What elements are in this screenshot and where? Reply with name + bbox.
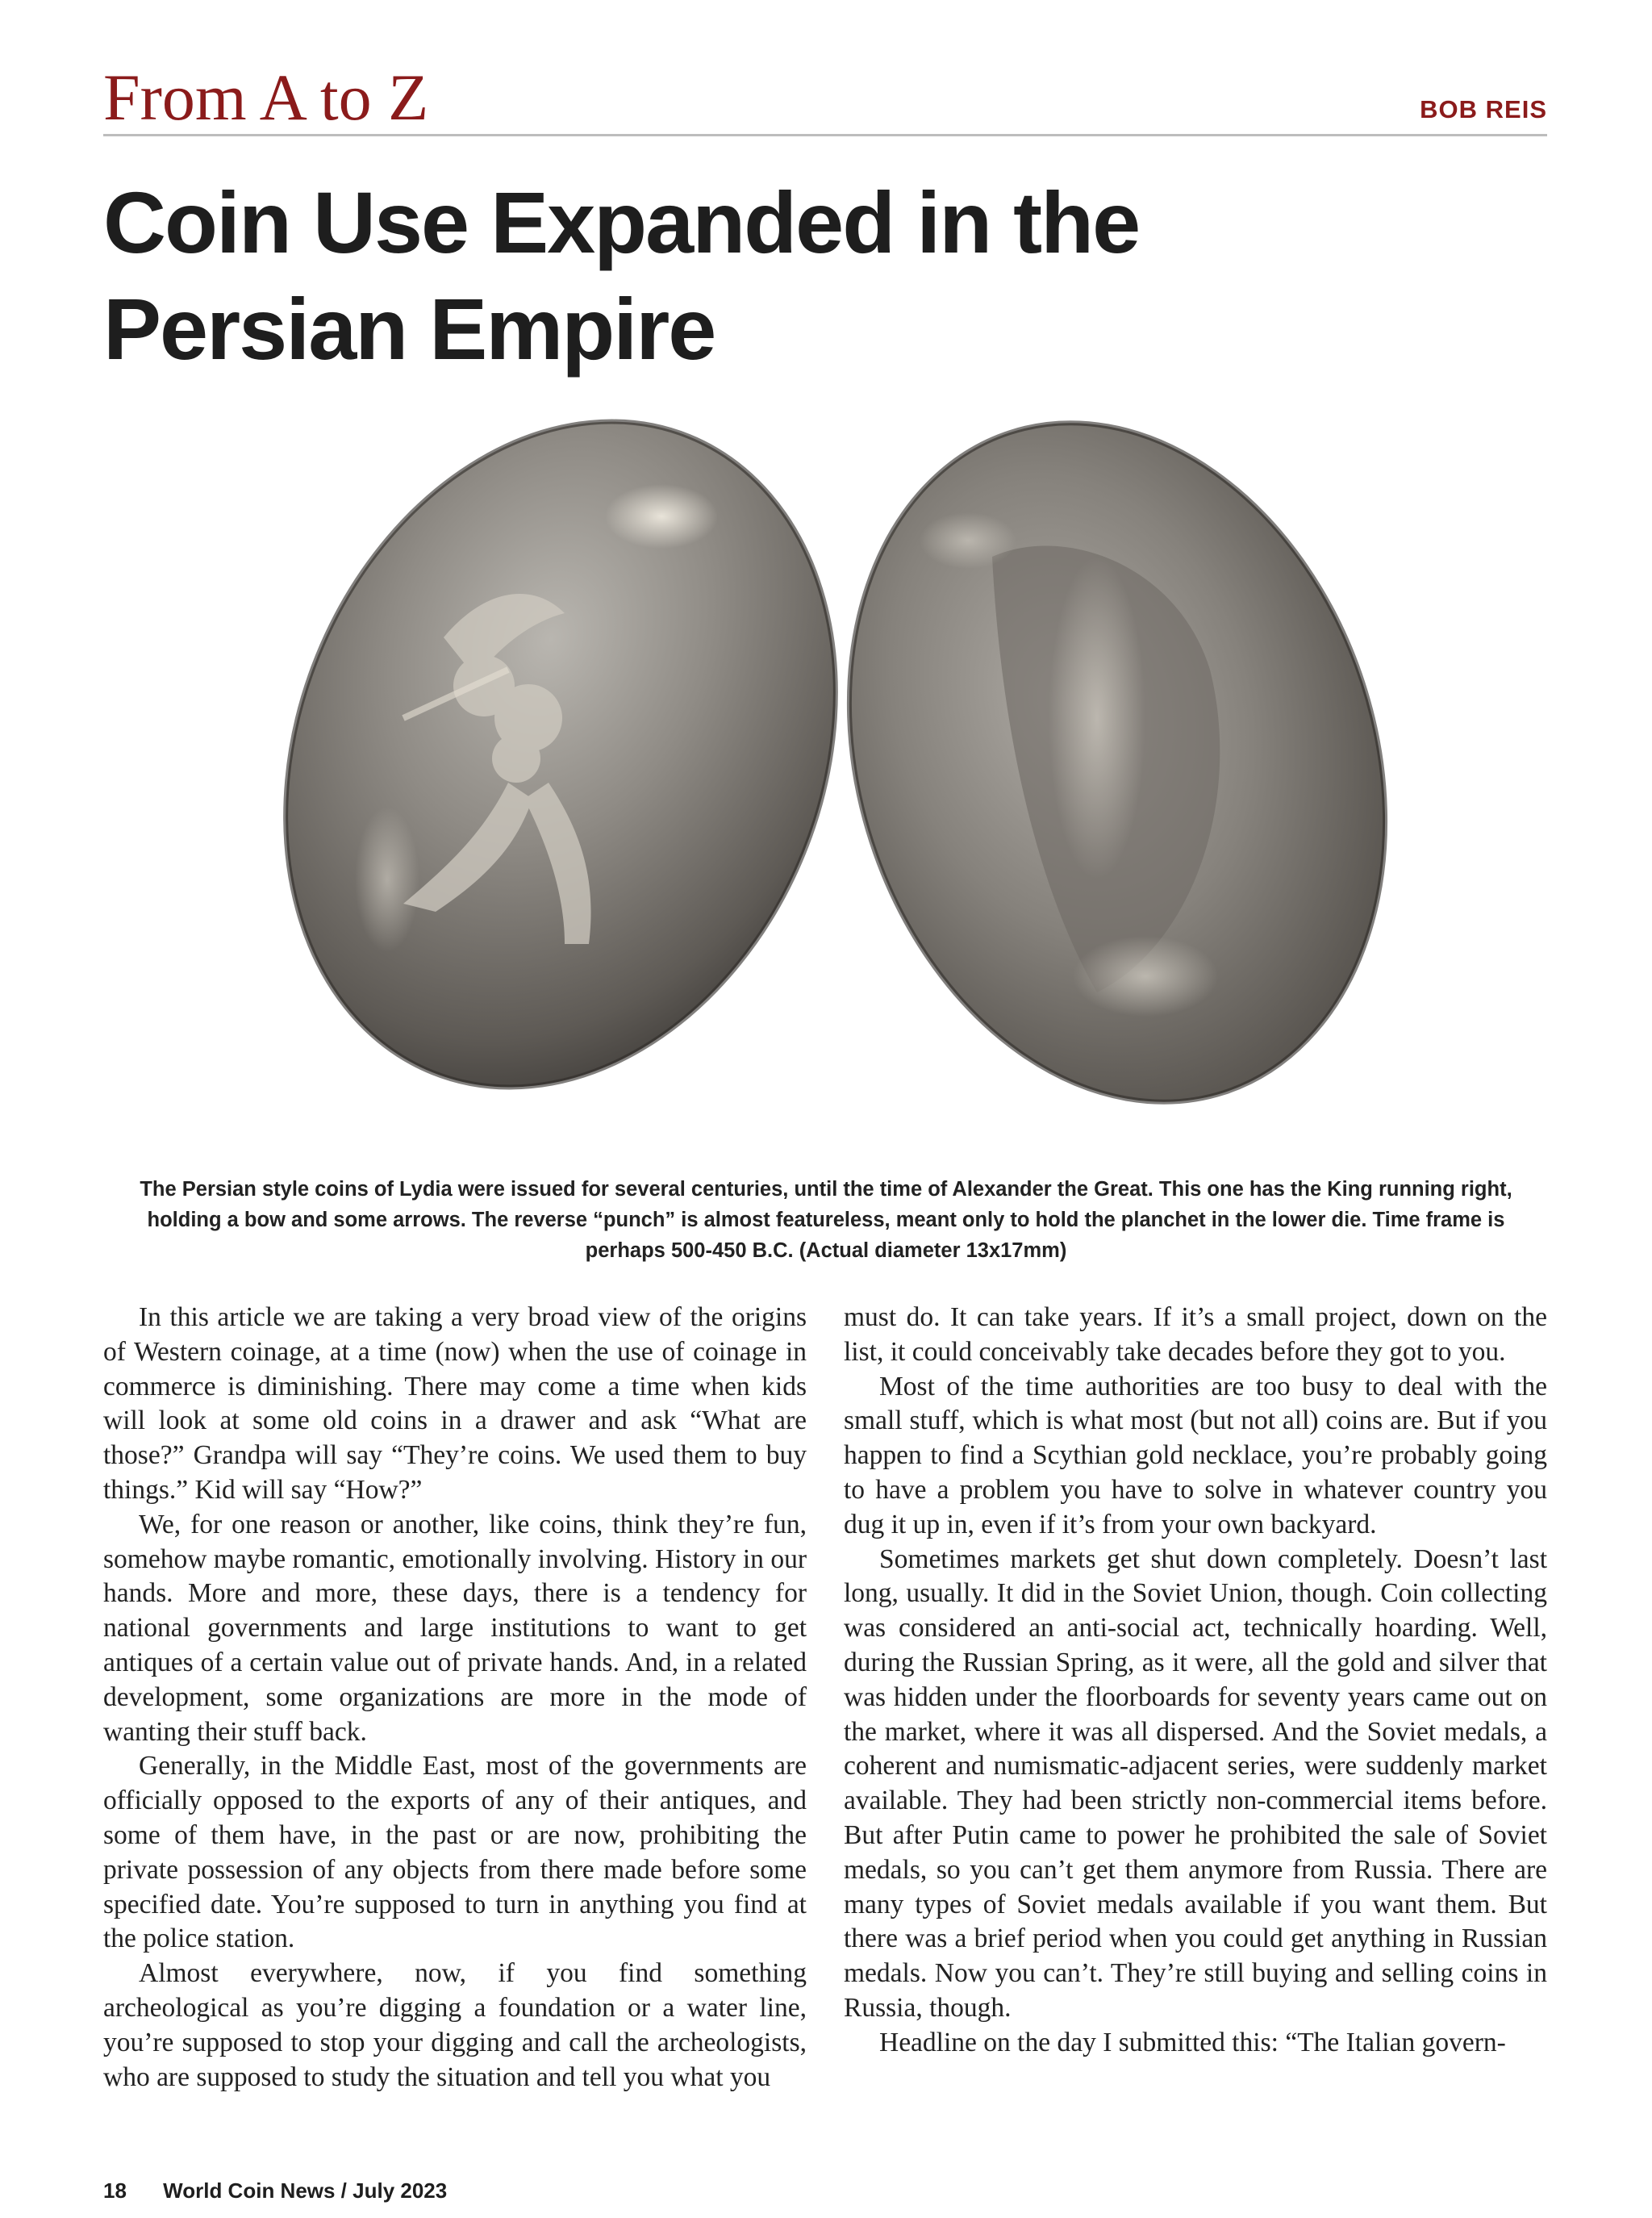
paragraph-continuation: must do. It can take years. If it’s a small project, down on the list, it could conceivably take decades before they got to you.: [844, 1302, 1547, 1367]
page-footer: [103, 2178, 447, 2203]
paragraph: We, for one reason or another, like coins, think they’re fun, somehow maybe romantic, emotionally involving. History in our hands. More and more, these days, there is a tendency for national governments and large institutions to want to get antiques of a certain value out of private hands. And, in a related development, some organizations are more in the mode of wanting their stuff back.: [103, 1509, 807, 1747]
author-byline: BOB REIS: [1420, 95, 1547, 123]
coin-photo: [242, 379, 1452, 1154]
article-title: [103, 169, 1394, 382]
section-label: From A to Z: [103, 61, 429, 134]
article-column-left: [103, 1301, 807, 2095]
paragraph: Generally, in the Middle East, most of the governments are officially opposed to the exports of any of their antiques, and some of them have, in the past or are now, prohibiting the private possession of any objects from there made before some specified date. You’re supposed to turn in anything you find at the police station.: [103, 1751, 807, 1954]
article-body: [103, 1301, 1547, 2099]
figure-caption: The Persian style coins of Lydia were issued for several centuries, until the time of Alexander the Great. This one has the King running right, holding a bow and some arrows. The reverse “punch” is almost featureless, meant only to hold the planchet in the lower die. Time frame is perhaps 500-450 B.C. (Actual diameter 13x17mm): [140, 1178, 1512, 1262]
paragraph: Almost everywhere, now, if you find something archeological as you’re digging a foundation or a water line, you’re supposed to stop your digging and call the archeologists, who are supposed to study the situation and tell you what you: [103, 1958, 807, 2092]
paragraph: In this article we are taking a very broad view of the origins of Western coinage, at a time (now) when the use of coinage in commerce is diminishing. There may come a time when kids will look at some old coins in a drawer and ask “What are those?” Grandpa will say “They’re coins. We used them to buy things.” Kid will say “How?”: [103, 1302, 807, 1505]
page-header: [103, 61, 1547, 136]
article-title-line-2: Persian Empire: [103, 280, 715, 378]
coin-reverse: [765, 379, 1452, 1154]
coin-figure: [242, 379, 1452, 1154]
paragraph: Headline on the day I submitted this: “The Italian govern-: [879, 2027, 1506, 2057]
page-number: 18: [103, 2178, 127, 2203]
article-title-line-1: Coin Use Expanded in the: [103, 173, 1140, 271]
article-column-right: [844, 1301, 1547, 2061]
paragraph: Most of the time authorities are too busy to deal with the small stuff, which is what most (but not all) coins are. But if you happen to find a Scythian gold necklace, you’re probably going to have a problem you have to solve in whatever country you dug it up in, even if it’s from your own backyard.: [844, 1371, 1547, 1539]
coin-obverse: [242, 379, 932, 1154]
publication-info: World Coin News / July 2023: [163, 2178, 448, 2203]
paragraph: Sometimes markets get shut down completely. Doesn’t last long, usually. It did in the Soviet Union, though. Coin collecting was considered an anti-social act, technically hoarding. Well, during the Russian Spring, as it were, all the gold and silver that was hidden under the floorboards for seventy years came out on the market, where it was all dispersed. And the Soviet medals, a coherent and numismatic-adjacent series, were suddenly market available. They had been strictly non-commercial items before. But after Putin came to power he prohibited the sale of Soviet medals, so you can’t get them anymore from Russia. There are many types of Soviet medals available if you want them. But there was a brief period when you could get anything in Russian medals. Now you can’t. They’re still buying and selling coins in Russia, though.: [844, 1543, 1547, 2023]
